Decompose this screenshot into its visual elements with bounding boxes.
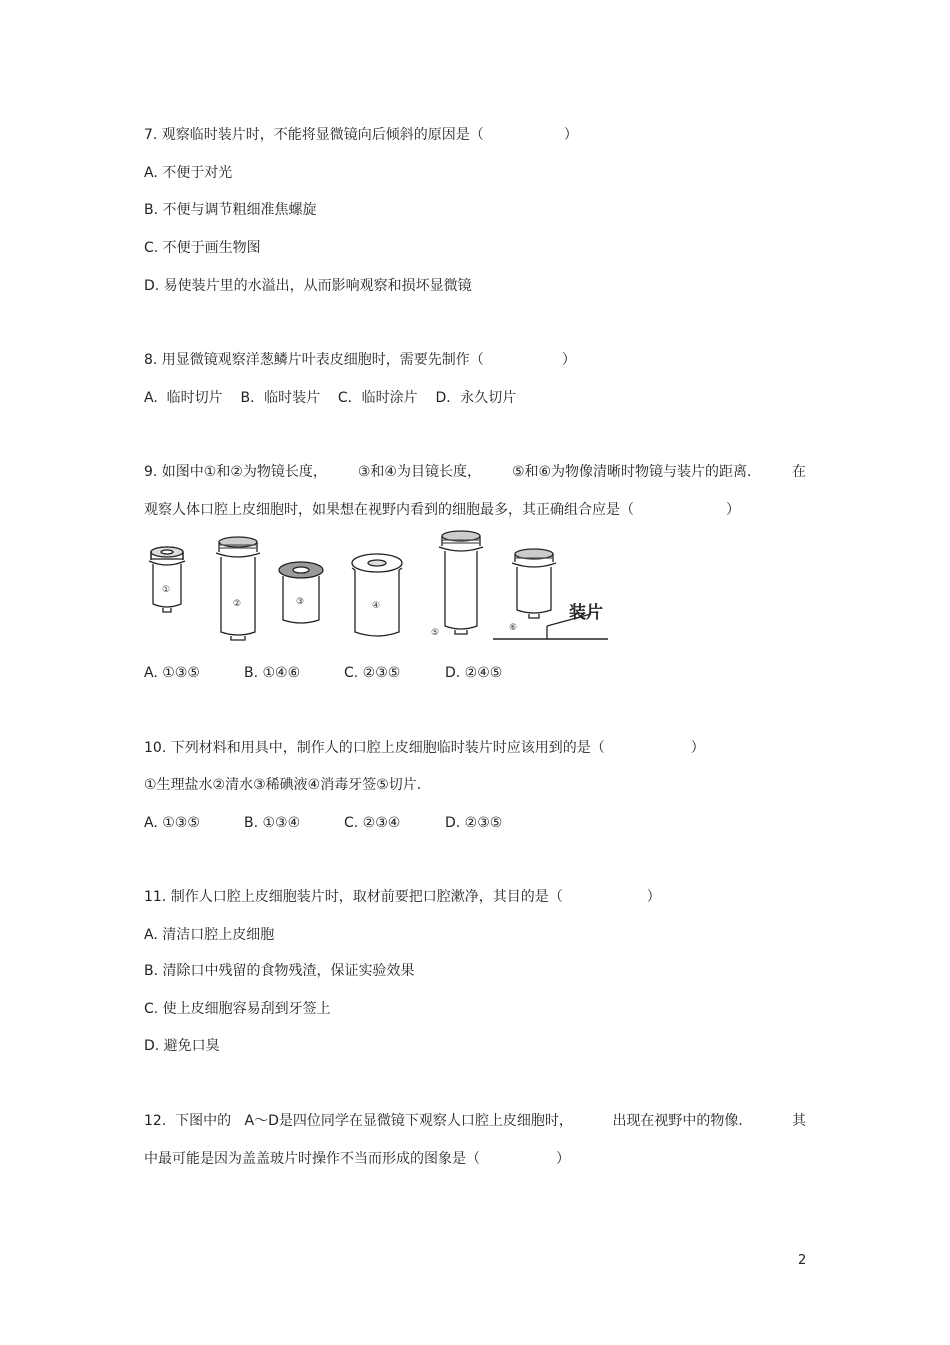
q7-option-c: C. 不便于画生物图 xyxy=(144,240,261,256)
q11-close-paren: ） xyxy=(646,889,661,905)
q11-option-d: D. 避免口臭 xyxy=(144,1038,220,1054)
q7-option-a: A. 不便于对光 xyxy=(144,165,233,181)
q10-stem-line xyxy=(144,739,705,757)
q9-stem-part-1: 9. 如图中①和②为物镜长度， xyxy=(144,464,327,480)
lens-2 xyxy=(216,537,260,640)
q11-option-b: B. 清除口中残留的食物残渣，保证实验效果 xyxy=(144,963,415,979)
lens-6 xyxy=(512,549,556,618)
lens-figure-svg xyxy=(143,530,608,645)
lens-label-2: ② xyxy=(233,599,242,609)
q10-stem: 10. 下列材料和用具中，制作人的口腔上皮细胞临时装片时应该用到的是（ xyxy=(144,740,605,756)
q7-option-d: D. 易使装片里的水溢出，从而影响观察和损坏显微镜 xyxy=(144,278,472,294)
q9-stem-part-4: 在 xyxy=(792,464,806,480)
q11-option-a: A. 清洁口腔上皮细胞 xyxy=(144,927,275,943)
q9-close-paren: ） xyxy=(726,502,740,518)
q12-stem-2: 中最可能是因为盖盖玻片时操作不当而形成的图象是（ xyxy=(144,1151,480,1167)
q9-stem-part-3: ⑤和⑥为物像清晰时物镜与装片的距离． xyxy=(511,464,762,480)
objective-lens-figure xyxy=(143,530,608,645)
lens-label-5: ⑤ xyxy=(431,628,440,638)
q7-option-b: B. 不便与调节粗细准焦螺旋 xyxy=(144,202,317,218)
lens-label-3: ③ xyxy=(296,597,305,607)
q9-stem-part-2: ③和④为目镜长度， xyxy=(357,464,481,480)
q8-stem-line xyxy=(144,351,576,369)
lens-label-1: ① xyxy=(162,585,171,595)
q8-stem: 8. 用显微镜观察洋葱鳞片叶表皮细胞时，需要先制作（ xyxy=(144,352,484,368)
q9-stem-line-2 xyxy=(144,501,740,519)
q12-close-paren: ） xyxy=(556,1151,570,1167)
lens-label-6: ⑥ xyxy=(509,623,518,633)
lens-1 xyxy=(149,547,185,612)
q8-options: A. 临时切片 B．临时装片 C．临时涂片 D．永久切片 xyxy=(144,390,517,406)
q12-stem-part-1: 12. 下图中的 A～D是四位同学在显微镜下观察人口腔上皮细胞时， xyxy=(144,1113,573,1129)
q7-stem: 7. 观察临时装片时，不能将显微镜向后倾斜的原因是（ xyxy=(144,127,484,143)
lens-label-4: ④ xyxy=(372,601,381,611)
q9-option-c: C. ②③⑤ xyxy=(344,665,401,681)
lens-3 xyxy=(279,562,323,623)
q10-close-paren: ） xyxy=(690,740,705,756)
q12-stem-line-1 xyxy=(144,1112,806,1130)
lens-5 xyxy=(439,531,483,634)
q12-stem-part-2: 出现在视野中的物像． xyxy=(612,1113,753,1129)
q11-stem-line xyxy=(144,888,661,906)
q12-stem-part-3: 其 xyxy=(792,1113,806,1129)
q10-items: ①生理盐水②清水③稀碘液④消毒牙签⑤切片. xyxy=(144,777,422,793)
q9-option-a: A. ①③⑤ xyxy=(144,665,200,681)
q9-stem-2: 观察人体口腔上皮细胞时，如果想在视野内看到的细胞最多，其正确组合应是（ xyxy=(144,502,634,518)
q10-option-d: D. ②③⑤ xyxy=(445,815,503,831)
q9-option-d: D. ②④⑤ xyxy=(445,665,503,681)
q8-close-paren: ） xyxy=(561,352,576,368)
q7-close-paren: ） xyxy=(563,127,578,143)
q12-stem-line-2 xyxy=(144,1150,570,1168)
q7-stem-line xyxy=(144,126,578,144)
slide-label: 装片 xyxy=(569,603,603,623)
q10-option-b: B. ①③④ xyxy=(244,815,301,831)
q11-stem: 11. 制作人口腔上皮细胞装片时，取材前要把口腔漱净，其目的是（ xyxy=(144,889,563,905)
q9-stem-line-1 xyxy=(144,463,806,481)
lens-4 xyxy=(352,554,402,636)
q10-option-c: C. ②③④ xyxy=(344,815,401,831)
q11-option-c: C. 使上皮细胞容易刮到牙签上 xyxy=(144,1001,331,1017)
q10-option-a: A. ①③⑤ xyxy=(144,815,200,831)
q9-option-b: B. ①④⑥ xyxy=(244,665,301,681)
page-number: 2 xyxy=(798,1253,807,1268)
